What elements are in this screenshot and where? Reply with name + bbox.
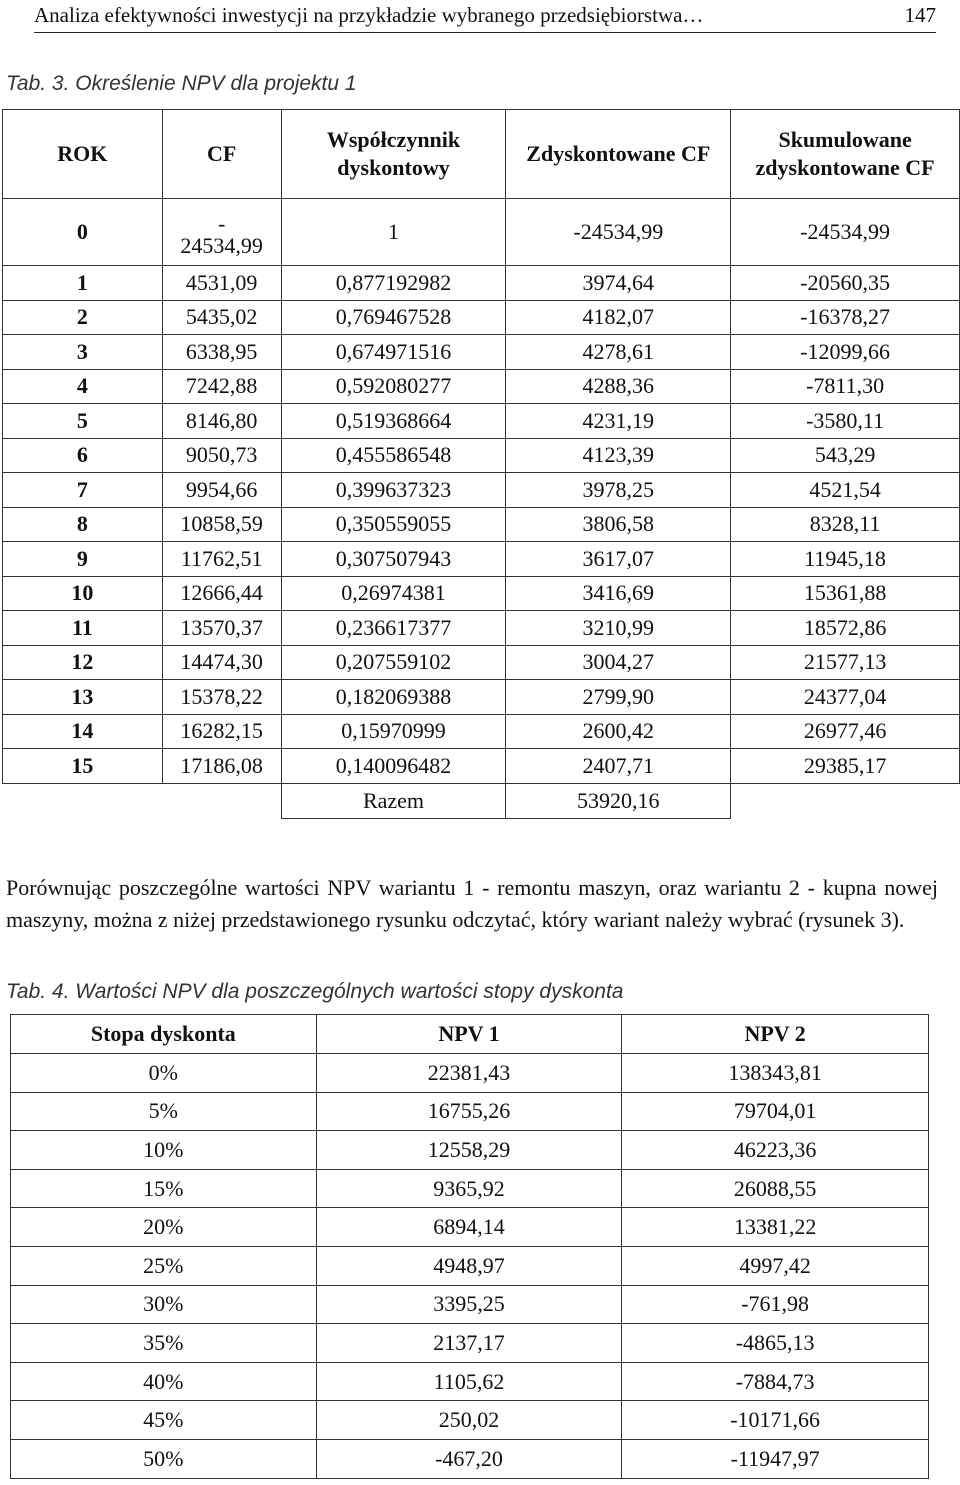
npv-project1-table xyxy=(2,109,960,819)
table-cell: 29385,17 xyxy=(731,749,960,784)
year-cell: 12 xyxy=(3,645,163,680)
table-row xyxy=(11,1131,929,1170)
table-row xyxy=(3,335,960,370)
table4-caption: Tab. 4. Wartości NPV dla poszczególnych wartości stopy dyskonta xyxy=(6,980,624,1003)
table-cell: 3806,58 xyxy=(506,507,731,542)
table-cell: 13570,37 xyxy=(162,611,281,646)
table-cell: 14474,30 xyxy=(162,645,281,680)
table-row xyxy=(11,1285,929,1324)
sum-label: Razem xyxy=(281,783,506,818)
table-cell: -467,20 xyxy=(316,1439,622,1478)
table-cell: 24377,04 xyxy=(731,680,960,715)
table-cell: 16282,15 xyxy=(162,714,281,749)
table-row xyxy=(11,1054,929,1093)
table-cell: 3210,99 xyxy=(506,611,731,646)
table-cell: 1 xyxy=(281,199,506,266)
table-cell: 20% xyxy=(11,1208,317,1247)
table-cell: 17186,08 xyxy=(162,749,281,784)
year-cell: 0 xyxy=(3,199,163,266)
table-cell: 6338,95 xyxy=(162,335,281,370)
table-cell: 45% xyxy=(11,1401,317,1440)
table-cell: 0,350559055 xyxy=(281,507,506,542)
table-cell: 15% xyxy=(11,1169,317,1208)
table-cell: 2407,71 xyxy=(506,749,731,784)
table-cell: 35% xyxy=(11,1324,317,1363)
table-cell: 15378,22 xyxy=(162,680,281,715)
table-cell: 3978,25 xyxy=(506,473,731,508)
table4-header-cell: NPV 1 xyxy=(316,1015,622,1054)
table-cell: 3617,07 xyxy=(506,542,731,577)
table-cell: -4865,13 xyxy=(622,1324,929,1363)
table-cell: 2600,42 xyxy=(506,714,731,749)
blank-cell xyxy=(3,783,163,818)
table-cell: 3974,64 xyxy=(506,266,731,301)
table-row xyxy=(11,1401,929,1440)
table-row xyxy=(11,1246,929,1285)
table-cell: -24534,99 xyxy=(731,199,960,266)
table-row xyxy=(3,714,960,749)
table-cell: -10171,66 xyxy=(622,1401,929,1440)
table-cell: 0,519368664 xyxy=(281,404,506,439)
table-cell: 0,674971516 xyxy=(281,335,506,370)
table-cell: -20560,35 xyxy=(731,266,960,301)
table-cell: 8146,80 xyxy=(162,404,281,439)
table-row xyxy=(3,266,960,301)
year-cell: 3 xyxy=(3,335,163,370)
table-cell: 2799,90 xyxy=(506,680,731,715)
table4-header-cell: NPV 2 xyxy=(622,1015,929,1054)
year-cell: 5 xyxy=(3,404,163,439)
table-row xyxy=(3,404,960,439)
table-cell: 9954,66 xyxy=(162,473,281,508)
table-row xyxy=(11,1092,929,1131)
table-cell: 6894,14 xyxy=(316,1208,622,1247)
table-cell: 50% xyxy=(11,1439,317,1478)
table-row xyxy=(3,473,960,508)
table3-header-row xyxy=(3,110,960,199)
year-cell: 14 xyxy=(3,714,163,749)
table-cell: 3004,27 xyxy=(506,645,731,680)
table-cell: 79704,01 xyxy=(622,1092,929,1131)
blank-cell xyxy=(731,783,960,818)
table-cell: 12666,44 xyxy=(162,576,281,611)
table-cell: 4288,36 xyxy=(506,369,731,404)
sum-value: 53920,16 xyxy=(506,783,731,818)
npv-discount-rate-table xyxy=(10,1014,929,1479)
year-cell: 8 xyxy=(3,507,163,542)
table4-header-row xyxy=(11,1015,929,1054)
year-cell: 2 xyxy=(3,300,163,335)
year-cell: 10 xyxy=(3,576,163,611)
table-cell: - 24534,99 xyxy=(162,199,281,266)
table-cell: 0,15970999 xyxy=(281,714,506,749)
table-cell: 5435,02 xyxy=(162,300,281,335)
body-paragraph: Porównując poszczególne wartości NPV wariantu 1 - remontu maszyn, oraz wariantu 2 - kupna nowej maszyny, można z niżej przedstawionego rysunku odczytać, który wariant należy wybrać (rysunek 3). xyxy=(6,875,938,932)
table-cell: 26088,55 xyxy=(622,1169,929,1208)
table-cell: -7811,30 xyxy=(731,369,960,404)
table3-caption: Tab. 3. Określenie NPV dla projektu 1 xyxy=(6,72,357,95)
table3-header-cell: Współczynnik dyskontowy xyxy=(281,110,506,199)
table-cell: -3580,11 xyxy=(731,404,960,439)
table4-header-cell: Stopa dyskonta xyxy=(11,1015,317,1054)
table-cell: 0,455586548 xyxy=(281,438,506,473)
table-cell: 0% xyxy=(11,1054,317,1093)
table-row xyxy=(3,576,960,611)
year-cell: 13 xyxy=(3,680,163,715)
running-header xyxy=(34,0,936,33)
table-cell: 0,399637323 xyxy=(281,473,506,508)
table-cell: 0,140096482 xyxy=(281,749,506,784)
table-row xyxy=(3,680,960,715)
table-cell: 3416,69 xyxy=(506,576,731,611)
table3-header-cell: Zdyskontowane CF xyxy=(506,110,731,199)
table3-header-cell: ROK xyxy=(3,110,163,199)
table-cell: 0,26974381 xyxy=(281,576,506,611)
table-cell: 8328,11 xyxy=(731,507,960,542)
page-number: 147 xyxy=(904,3,936,27)
table-row xyxy=(3,542,960,577)
table-cell: 0,877192982 xyxy=(281,266,506,301)
table-cell: 3395,25 xyxy=(316,1285,622,1324)
table-cell: 2137,17 xyxy=(316,1324,622,1363)
table-cell: 0,592080277 xyxy=(281,369,506,404)
table-cell: 0,236617377 xyxy=(281,611,506,646)
table-cell: 18572,86 xyxy=(731,611,960,646)
table-cell: -11947,97 xyxy=(622,1439,929,1478)
header-title: Analiza efektywności inwestycji na przykładzie wybranego przedsiębiorstwa… xyxy=(34,3,704,27)
table-row xyxy=(3,199,960,266)
table3-header-cell: Skumulowane zdyskontowane CF xyxy=(731,110,960,199)
year-cell: 4 xyxy=(3,369,163,404)
table3-header-cell: CF xyxy=(162,110,281,199)
table-row xyxy=(3,611,960,646)
table-cell: 22381,43 xyxy=(316,1054,622,1093)
table-cell: 25% xyxy=(11,1246,317,1285)
table-cell: 4278,61 xyxy=(506,335,731,370)
table-cell: 9050,73 xyxy=(162,438,281,473)
year-cell: 11 xyxy=(3,611,163,646)
table-row xyxy=(11,1169,929,1208)
table-cell: 11945,18 xyxy=(731,542,960,577)
table-row xyxy=(3,645,960,680)
table-row xyxy=(3,369,960,404)
table-cell: 16755,26 xyxy=(316,1092,622,1131)
table-cell: 0,769467528 xyxy=(281,300,506,335)
table-cell: 4123,39 xyxy=(506,438,731,473)
table-cell: 4948,97 xyxy=(316,1246,622,1285)
table-cell: 4521,54 xyxy=(731,473,960,508)
table-row xyxy=(11,1362,929,1401)
table-cell: 10% xyxy=(11,1131,317,1170)
table-cell: 10858,59 xyxy=(162,507,281,542)
table-cell: 46223,36 xyxy=(622,1131,929,1170)
year-cell: 15 xyxy=(3,749,163,784)
table-cell: 15361,88 xyxy=(731,576,960,611)
table-row xyxy=(3,438,960,473)
year-cell: 9 xyxy=(3,542,163,577)
table-row xyxy=(11,1208,929,1247)
table-cell: 543,29 xyxy=(731,438,960,473)
table-cell: 4997,42 xyxy=(622,1246,929,1285)
table-cell: -7884,73 xyxy=(622,1362,929,1401)
table-cell: 40% xyxy=(11,1362,317,1401)
table-cell: 9365,92 xyxy=(316,1169,622,1208)
table-cell: 138343,81 xyxy=(622,1054,929,1093)
table-row xyxy=(11,1324,929,1363)
table-cell: 12558,29 xyxy=(316,1131,622,1170)
table-cell: 0,182069388 xyxy=(281,680,506,715)
table-row xyxy=(3,300,960,335)
table-cell: -16378,27 xyxy=(731,300,960,335)
table-cell: 4531,09 xyxy=(162,266,281,301)
table-cell: -12099,66 xyxy=(731,335,960,370)
table-cell: 30% xyxy=(11,1285,317,1324)
table-cell: 0,207559102 xyxy=(281,645,506,680)
table-row xyxy=(3,507,960,542)
table-cell: 7242,88 xyxy=(162,369,281,404)
table-cell: 0,307507943 xyxy=(281,542,506,577)
table-cell: 5% xyxy=(11,1092,317,1131)
table-cell: 21577,13 xyxy=(731,645,960,680)
year-cell: 7 xyxy=(3,473,163,508)
table-row xyxy=(11,1439,929,1478)
table-cell: 4182,07 xyxy=(506,300,731,335)
table-cell: 250,02 xyxy=(316,1401,622,1440)
table-cell: 13381,22 xyxy=(622,1208,929,1247)
table-cell: -24534,99 xyxy=(506,199,731,266)
table-row xyxy=(3,749,960,784)
table-cell: -761,98 xyxy=(622,1285,929,1324)
year-cell: 6 xyxy=(3,438,163,473)
table-cell: 26977,46 xyxy=(731,714,960,749)
blank-cell xyxy=(162,783,281,818)
table-cell: 1105,62 xyxy=(316,1362,622,1401)
table-cell: 4231,19 xyxy=(506,404,731,439)
sum-row xyxy=(3,783,960,818)
year-cell: 1 xyxy=(3,266,163,301)
table-cell: 11762,51 xyxy=(162,542,281,577)
